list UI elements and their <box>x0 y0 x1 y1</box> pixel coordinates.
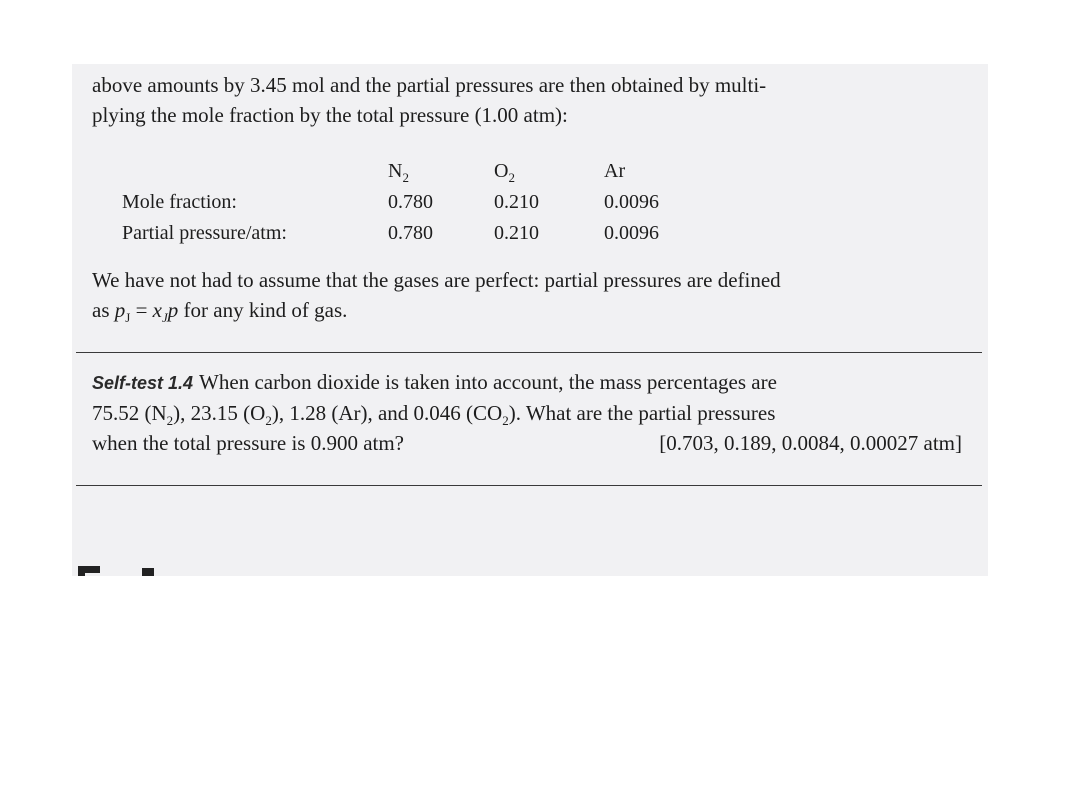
intro-line-2: plying the mole fraction by the total pressure (1.00 atm): <box>92 103 568 127</box>
self-test-text: ), 23.15 (O <box>173 401 266 425</box>
self-test-text: ). What are the partial pressures <box>508 401 776 425</box>
table-cell: 0.0096 <box>604 222 659 244</box>
header-o2: $O_2$ <box>494 160 515 185</box>
subscript: 2 <box>166 413 174 429</box>
cropped-heading-glyph <box>78 566 100 576</box>
self-test-answer: [0.703, 0.189, 0.0084, 0.00027 atm] <box>659 431 962 455</box>
table-cell: 0.0096 <box>604 191 659 213</box>
formula-eq: = <box>130 298 153 322</box>
divider-top <box>76 352 982 353</box>
subscript: 2 <box>265 413 272 429</box>
cropped-heading-glyph <box>142 568 154 576</box>
intro-line-1: above amounts by 3.45 mol and the partial pressures are then obtained by multi- <box>92 73 767 97</box>
formula-sub: J <box>125 310 131 326</box>
self-test-line-1: When carbon dioxide is taken into account, the mass percentages are <box>199 370 777 394</box>
formula-p: p <box>167 298 179 322</box>
scanned-textbook-page <box>72 64 988 576</box>
table-cell: 0.210 <box>494 191 539 213</box>
table-cell: 0.780 <box>388 191 433 213</box>
row-label: Partial pressure/atm: <box>122 222 287 244</box>
remark-prefix: as <box>92 298 115 322</box>
divider-bottom <box>76 485 982 486</box>
header-n2: $N_2$ <box>388 160 409 185</box>
self-test-box <box>92 367 962 458</box>
self-test-line-3: when the total pressure is 0.900 atm? <box>92 431 405 455</box>
self-test-text: ), 1.28 (Ar), and 0.046 (CO <box>271 401 503 425</box>
row-label: Mole fraction: <box>122 191 237 213</box>
remark-suffix: for any kind of gas. <box>178 298 348 322</box>
header-ar: Ar <box>604 160 626 182</box>
remark-line-1: We have not had to assume that the gases are perfect: partial pressures are defined <box>92 268 781 292</box>
table-cell: 0.210 <box>494 222 539 244</box>
formula-p: p <box>114 298 126 322</box>
table-cell: 0.780 <box>388 222 433 244</box>
self-test-label: Self-test 1.4 <box>92 373 194 393</box>
formula-sub: J <box>161 310 168 326</box>
self-test-text: 75.52 (N <box>92 401 167 425</box>
subscript: 2 <box>502 413 509 429</box>
intro-paragraph <box>92 70 962 130</box>
remark-paragraph <box>92 265 962 325</box>
formula-x: x <box>152 298 162 322</box>
